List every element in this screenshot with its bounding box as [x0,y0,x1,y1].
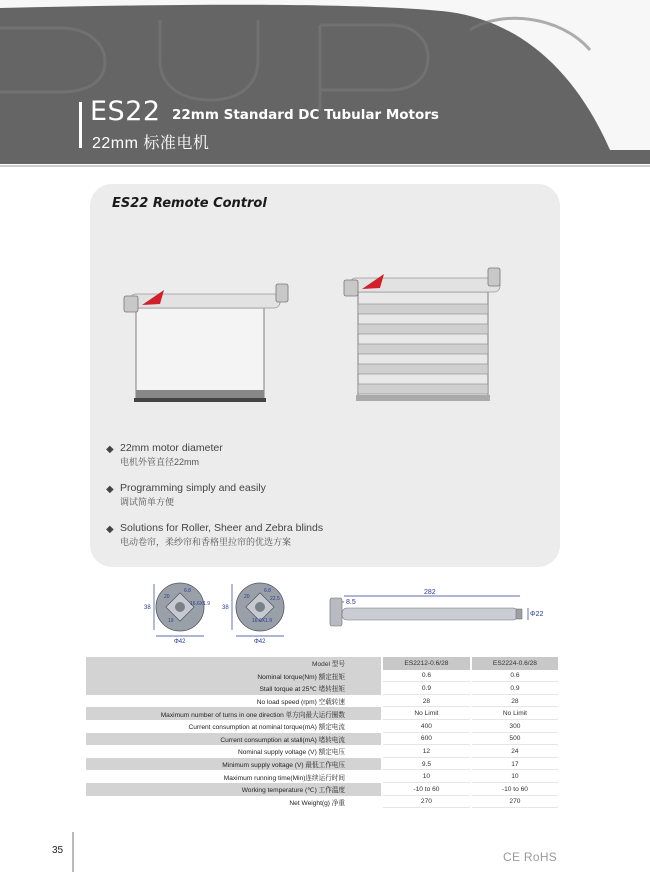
table-row [86,682,558,695]
table-cell: 24 [471,745,558,758]
feature-text-en: Programming simply and easily [120,482,266,494]
diamond-bullet-icon: ◆ [106,524,114,535]
motor-head-drawing-2 [222,583,284,645]
motor-offset-label: 8.5 [346,599,356,606]
feature-list [106,442,323,562]
feature-text-cn: 电机外管直径22mm [120,457,200,467]
feature-text-cn: 电动卷帘，柔纱帘和香格里拉帘的优选方案 [120,537,292,547]
svg-text:16.6X1.9: 16.6X1.9 [190,601,211,607]
panel-title: ES22 Remote Control [112,196,267,211]
table-cell: 500 [471,733,558,746]
table-cell: 0.9 [471,682,558,695]
table-row [86,695,558,708]
row-label: Model 型号 [86,657,382,670]
row-label: Nominal torque(Nm) 额定扭矩 [86,670,382,683]
page-title-en: 22mm Standard DC Tubular Motors [172,107,439,123]
roller-blind-image [120,280,300,415]
table-cell: 28 [382,695,471,708]
certification-marks: CE RoHS [503,850,558,864]
feature-item [106,442,323,469]
spec-table [86,657,558,808]
diamond-bullet-icon: ◆ [106,484,114,495]
page-number-divider [72,832,74,872]
head1-diameter-label: Φ42 [174,639,186,645]
table-cell: 270 [382,796,471,809]
table-cell: -10 to 60 [382,783,471,796]
table-cell: 10 [382,770,471,783]
row-label: Maximum running time(Min)连续运行时间 [223,774,345,782]
page-header [0,0,650,172]
table-cell: 270 [471,796,558,809]
page-title-cn: 22mm 标准电机 [92,135,210,152]
table-cell: 600 [382,733,471,746]
table-cell: No Limit [471,707,558,720]
table-row [86,796,558,809]
technical-drawings [140,578,560,648]
row-label: Working temperature (℃) 工作温度 [86,783,382,796]
row-label: Net Weight(g) 净重 [289,799,345,807]
title-divider-bar [79,102,82,148]
svg-text:20: 20 [244,594,250,600]
feature-text-en: Solutions for Roller, Sheer and Zebra blinds [120,522,324,534]
row-label: Current consumption at nominal torque(mA) 额定电流 [188,724,345,732]
zebra-blind-image [340,262,520,412]
motor-length-label: 282 [424,589,436,596]
table-cell: -10 to 60 [471,783,558,796]
table-header-row [86,657,558,670]
page-number: 35 [52,845,64,856]
feature-text-en: 22mm motor diameter [120,442,223,454]
table-cell: 0.6 [471,670,558,683]
svg-text:20: 20 [164,594,170,600]
svg-text:6.8: 6.8 [264,588,271,594]
column-header: ES2224-0.6/28 [471,657,558,670]
svg-text:19: 19 [168,618,174,624]
motor-head-drawing-1 [144,583,210,645]
table-cell: No Limit [382,707,471,720]
table-row [86,733,558,746]
feature-item [106,522,323,549]
tubular-motor-drawing [330,589,543,626]
svg-text:16.6X1.9: 16.6X1.9 [252,618,273,624]
head2-diameter-label: Φ42 [254,639,266,645]
table-row [86,707,558,720]
model-code: ES22 [90,96,161,127]
table-row [86,720,558,733]
table-cell: 12 [382,745,471,758]
row-label: Current consumption at stall(mA) 堵转电流 [86,733,382,746]
table-cell: 0.6 [382,670,471,683]
row-label: Stall torque at 25℃ 堵转扭矩 [86,682,382,695]
table-cell: 400 [382,720,471,733]
table-cell: 0.9 [382,682,471,695]
table-row [86,745,558,758]
row-label: Maximum number of turns in one direction 单方向最大运行圈数 [86,707,382,720]
head1-height-label: 38 [144,605,151,611]
table-row [86,670,558,683]
table-row [86,758,558,771]
diamond-bullet-icon: ◆ [106,444,114,455]
column-header: ES2212-0.6/28 [382,657,471,670]
table-cell: 28 [471,695,558,708]
row-label: Nominal supply voltage (V) 额定电压 [237,749,345,757]
table-cell: 17 [471,758,558,771]
table-cell: 300 [471,720,558,733]
head2-height-label: 38 [222,605,229,611]
motor-diameter-label: Φ22 [530,611,544,618]
row-label: No load speed (rpm) 空载转速 [256,699,345,707]
table-cell: 9.5 [382,758,471,771]
feature-item [106,482,323,509]
table-cell: 10 [471,770,558,783]
svg-text:22.5: 22.5 [270,596,280,602]
svg-text:6.8: 6.8 [184,588,191,594]
feature-text-cn: 调试简单方便 [120,497,175,507]
table-row [86,783,558,796]
table-row [86,770,558,783]
row-label: Minimum supply voltage (V) 最低工作电压 [86,758,382,771]
